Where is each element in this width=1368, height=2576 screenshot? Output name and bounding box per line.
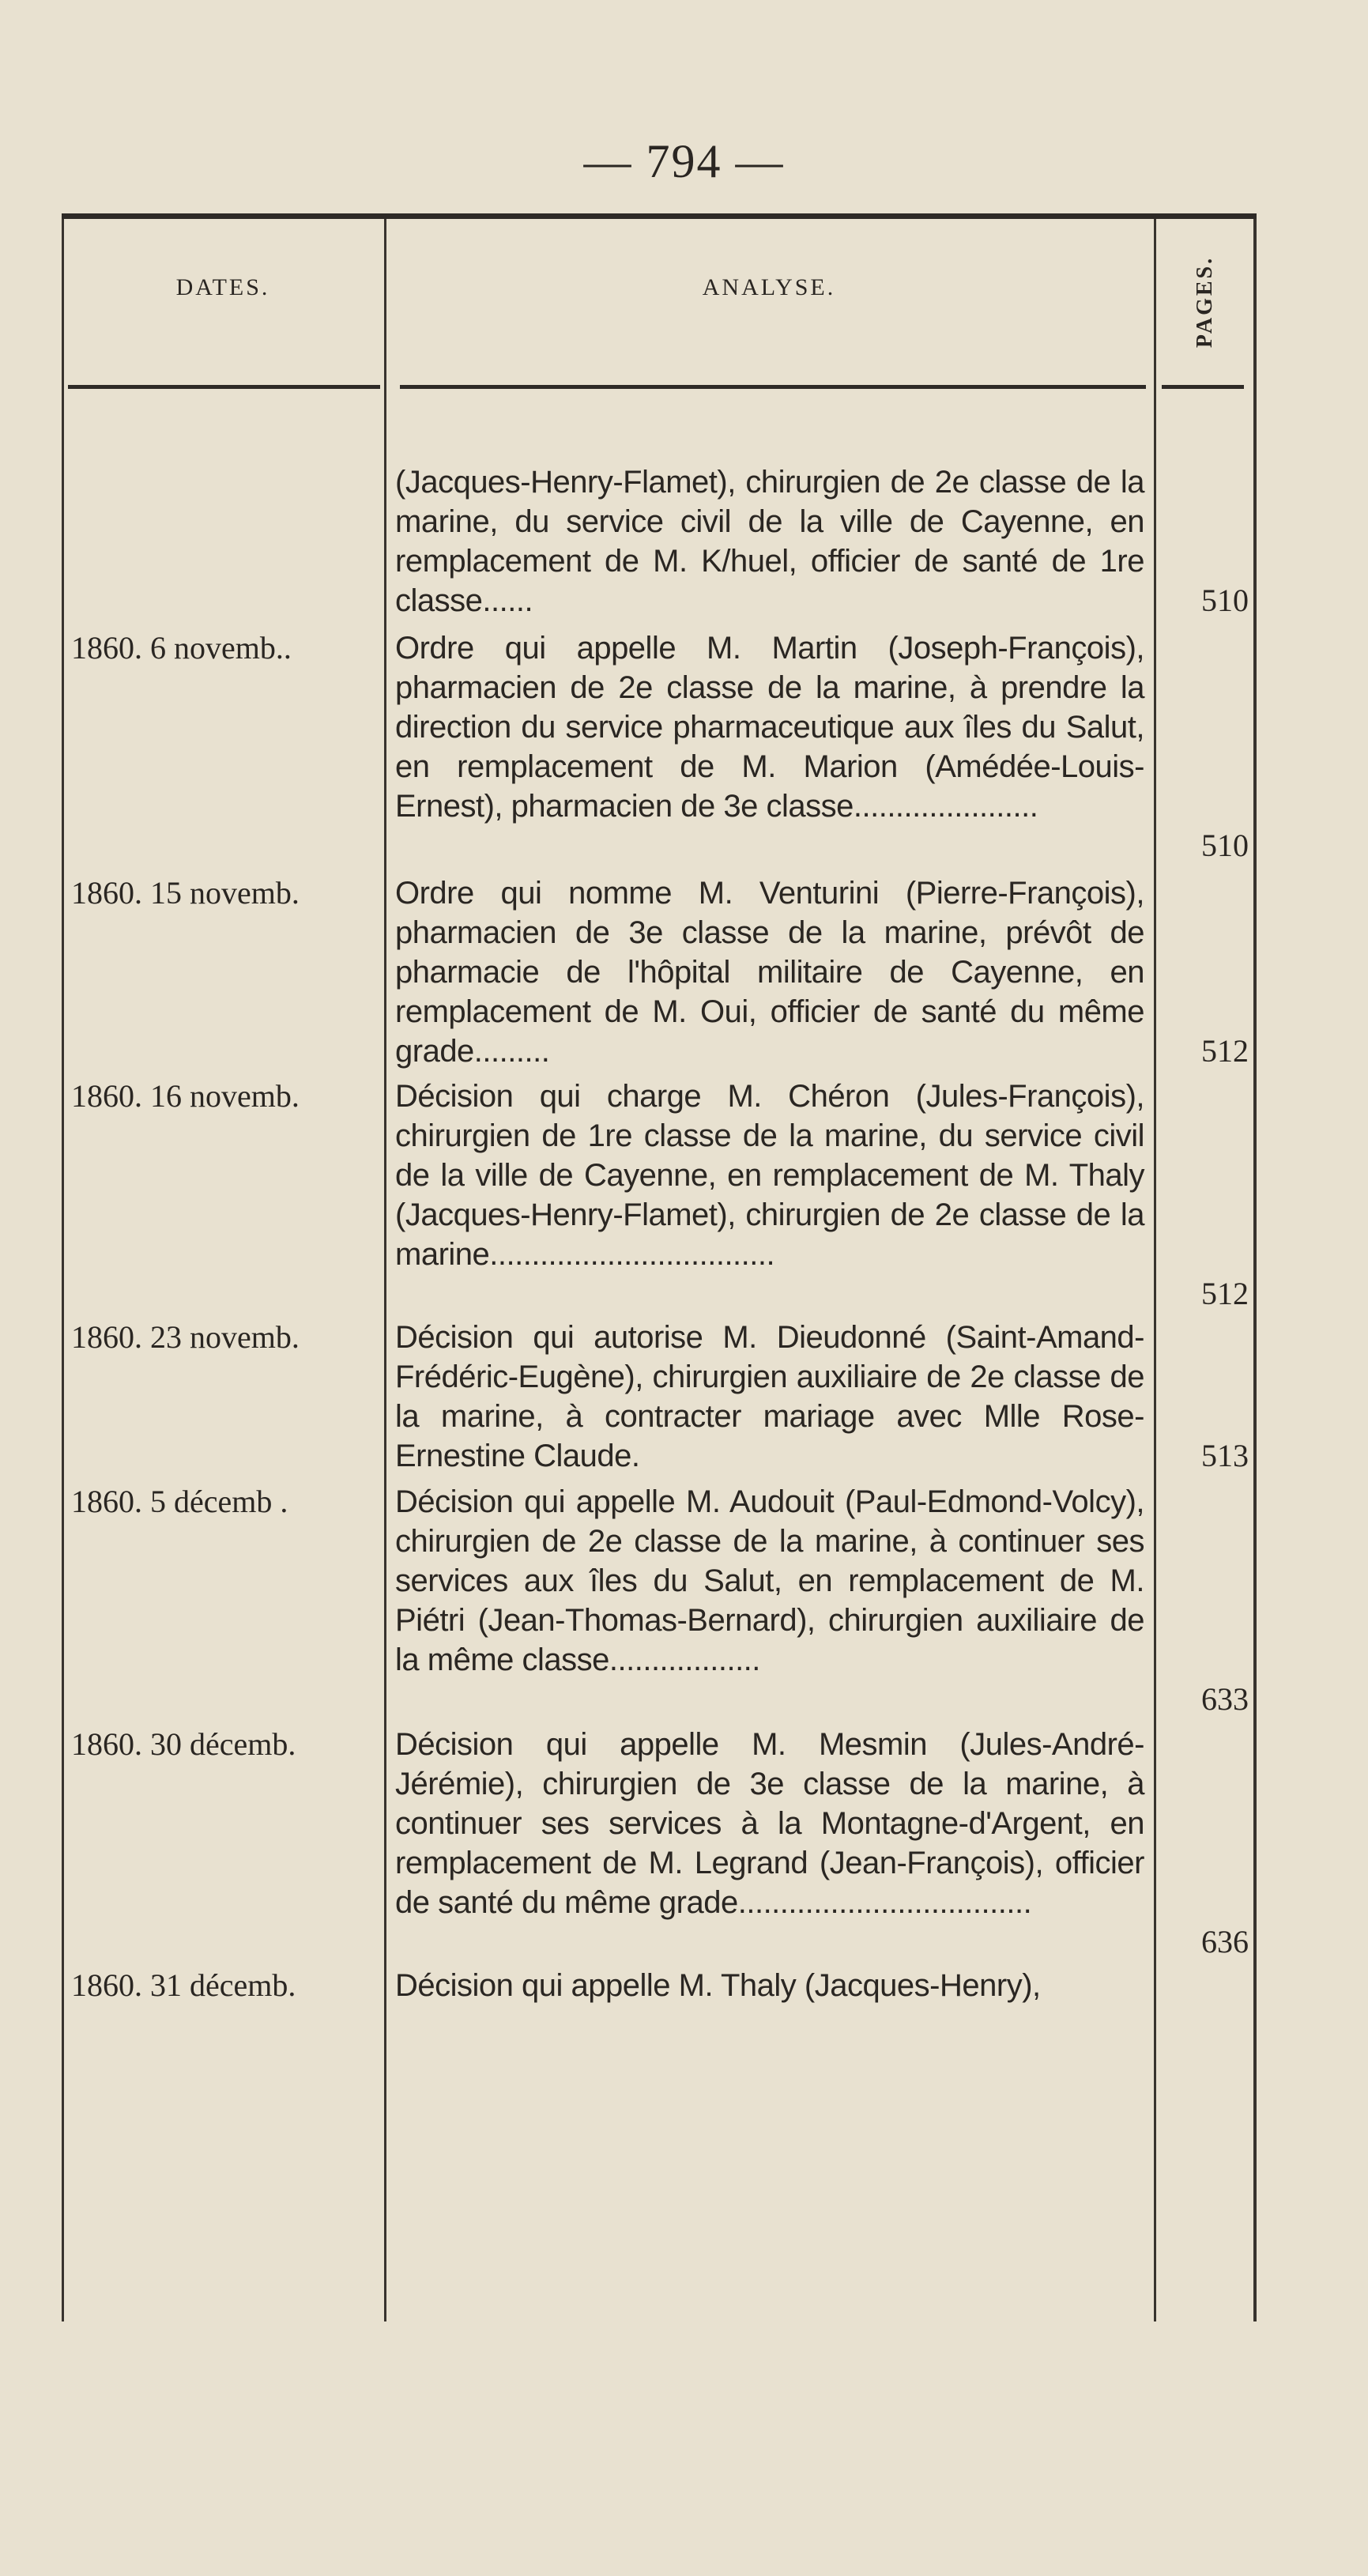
header-pages: PAGES. xyxy=(1193,255,1217,349)
entry-analysis: Décision qui charge M. Chéron (Jules-François), chirurgien de 1re classe de la marine, du service civil de la ville de Cayenne, en remplacement de M. Thaly (Jacques-Henry-Flamet), chirurgien de 2e classe de la marine.................................. xyxy=(395,1079,1144,1272)
entry-page: 510 xyxy=(1201,828,1249,863)
entry-page: 512 xyxy=(1201,1276,1249,1311)
entry-page: 633 xyxy=(1201,1681,1249,1717)
header-analyse: ANALYSE. xyxy=(702,274,836,300)
entry-date: 1860. 5 décemb . xyxy=(71,1484,288,1519)
column-divider-dates xyxy=(384,219,386,2321)
entry-date: 1860. 30 décemb. xyxy=(71,1726,296,1762)
entry-date: 1860. 16 novemb. xyxy=(71,1078,300,1114)
table-border-right xyxy=(1253,219,1257,2321)
entry-analysis: Décision qui appelle M. Mesmin (Jules-André-Jérémie), chirurgien de 3e classe de la marine, à continuer ses services à la Montagne-d'Argent, en remplacement de M. Legrand (Jean-François), officier de santé du même grade................................... xyxy=(395,1727,1144,1920)
entry-analysis: (Jacques-Henry-Flamet), chirurgien de 2e classe de la marine, du service civil de la ville de Cayenne, en remplacement de M. K/huel, officier de santé de 1re classe...... xyxy=(395,465,1144,618)
header-rule-pages xyxy=(1162,385,1244,389)
entry-page: 512 xyxy=(1201,1033,1249,1069)
header-rule-dates xyxy=(68,385,380,389)
header-rule-analyse xyxy=(400,385,1146,389)
header-pages-cell xyxy=(1154,219,1257,385)
table-header xyxy=(62,219,1257,385)
entry-page: 636 xyxy=(1201,1924,1249,1959)
entry-date: 1860. 31 décemb. xyxy=(71,1967,296,2003)
header-dates: DATES. xyxy=(175,274,270,300)
page-number: — 794 — xyxy=(583,135,785,187)
entry-analysis: Ordre qui nomme M. Venturini (Pierre-François), pharmacien de 3e classe de la marine, prévôt de pharmacie de l'hôpital militaire de Cayenne, en remplacement de M. Oui, officier de santé du même grade......... xyxy=(395,876,1144,1069)
column-divider-pages xyxy=(1154,219,1156,2321)
entry-date: 1860. 23 novemb. xyxy=(71,1319,300,1355)
entry-date: 1860. 6 novemb.. xyxy=(71,630,292,666)
entry-page: 510 xyxy=(1201,583,1249,618)
entry-analysis: Décision qui autorise M. Dieudonné (Saint-Amand-Frédéric-Eugène), chirurgien auxiliaire de 2e classe de la marine, à contracter mariage avec Mlle Rose-Ernestine Claude. xyxy=(395,1320,1144,1473)
entry-analysis: Ordre qui appelle M. Martin (Joseph-François), pharmacien de 2e classe de la marine, à prendre la direction du service pharmaceutique aux îles du Salut, en remplacement de M. Marion (Amédée-Louis-Ernest), pharmacien de 3e classe...................... xyxy=(395,631,1144,824)
index-table xyxy=(62,213,1257,2321)
entry-analysis: Décision qui appelle M. Thaly (Jacques-Henry), xyxy=(395,1968,1041,2003)
entry-analysis: Décision qui appelle M. Audouit (Paul-Edmond-Volcy), chirurgien de 2e classe de la marine, à continuer ses services aux îles du Salut, en remplacement de M. Piétri (Jean-Thomas-Bernard), chirurgien auxiliaire de la même classe.................. xyxy=(395,1484,1144,1677)
entry-page: 513 xyxy=(1201,1438,1249,1473)
entry-date: 1860. 15 novemb. xyxy=(71,875,300,911)
table-border-left xyxy=(62,219,64,2321)
